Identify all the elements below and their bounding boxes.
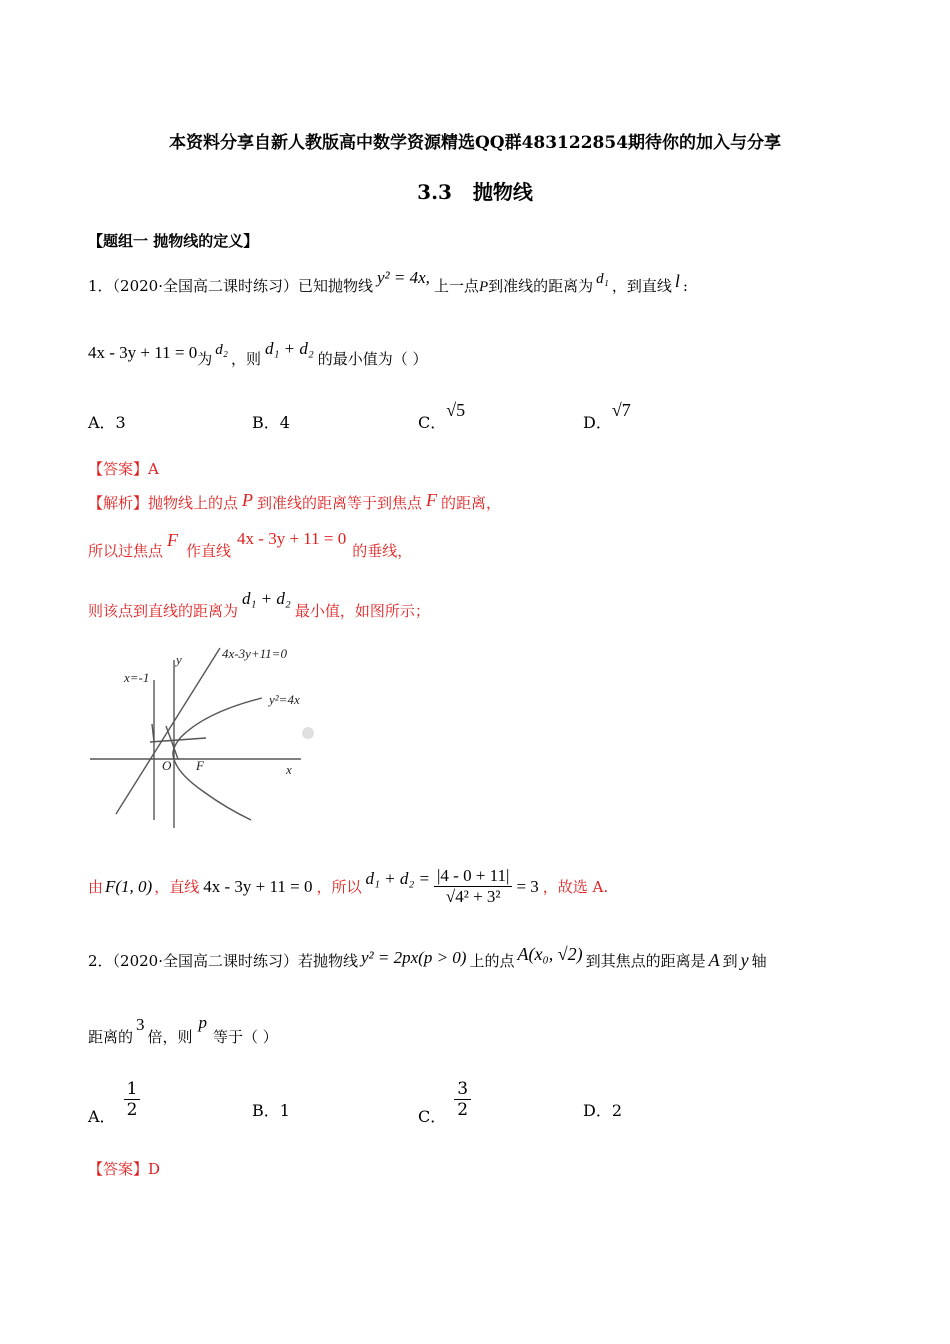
analysis-text: 的距离， xyxy=(441,494,502,512)
q1-text: 上一点 xyxy=(433,277,479,295)
q2-answer: 【答案】D xyxy=(88,1160,161,1178)
analysis-text: 的垂线， xyxy=(352,542,413,560)
q2-source: （2020·全国高二课时练习）若抛物线 xyxy=(112,952,358,970)
q1-text: : xyxy=(682,277,688,295)
analysis-text: 【解析】抛物线上的点 xyxy=(88,494,239,512)
q2-text: 到 xyxy=(722,952,738,970)
q1-d2: d₂ xyxy=(215,342,228,358)
q2-choice-c-fraction xyxy=(454,1079,471,1120)
q2-choice-b: B．1 xyxy=(252,1101,290,1120)
denominator: 2 xyxy=(126,1100,138,1120)
q1-line-l: l xyxy=(674,271,680,291)
figure-origin-label: O xyxy=(162,758,172,773)
q2-three: 3 xyxy=(136,1015,145,1034)
q1-choice-d xyxy=(583,400,631,433)
final-sum: d₁ + d₂ = xyxy=(365,868,430,888)
q1-d1: d₁ xyxy=(596,271,609,287)
q2-text: 倍，则 xyxy=(147,1028,193,1046)
analysis-text: 最小值，如图所示； xyxy=(294,602,430,620)
header-banner: 本资料分享自新人教版高中数学资源精选QQ群483122854期待你的加入与分享 xyxy=(168,133,782,153)
q2-p: p xyxy=(198,1013,208,1032)
q1-choice-c-value: √5 xyxy=(446,400,466,420)
final-numerator: |4 - 0 + 11| xyxy=(434,866,512,887)
q1-text: ，则 xyxy=(230,350,261,368)
q1-choice-c xyxy=(418,400,466,433)
q1-analysis-line1 xyxy=(88,492,501,513)
analysis-text: 作直线 xyxy=(186,542,232,560)
analysis-sum: d₁ + d₂ xyxy=(242,589,291,608)
figure-line-label: 4x-3y+11=0 xyxy=(222,646,287,661)
final-text: ，所以 xyxy=(316,878,362,896)
final-text: ，直线 xyxy=(154,878,200,896)
q2-text: 上的点 xyxy=(469,952,515,970)
analysis-text: 所以过焦点 xyxy=(88,542,164,560)
q1-final-line xyxy=(88,866,608,907)
q1-text: 为 xyxy=(197,350,213,368)
q1-choice-c-label: C． xyxy=(418,413,447,432)
q1-text: ，到直线 xyxy=(611,277,672,295)
figure-y-label: y xyxy=(176,652,182,667)
final-text: 由 xyxy=(88,878,104,896)
decorative-dot xyxy=(302,727,314,739)
q1-choice-d-value: √7 xyxy=(611,400,631,420)
q2-choice-a-fraction xyxy=(124,1079,141,1120)
q1-analysis-line3 xyxy=(88,589,430,621)
q2-text: 轴 xyxy=(751,952,767,970)
group-title: 【题组一 抛物线的定义】 xyxy=(88,232,259,250)
q1-choice-d-label: D． xyxy=(583,413,612,432)
q1-source: （2020·全国高二课时练习）已知抛物线 xyxy=(112,277,373,295)
q2-choice-c-label: C． xyxy=(418,1107,447,1126)
q1-point-p: P xyxy=(478,279,489,295)
q2-y: y xyxy=(740,950,749,970)
analysis-focus-f: F xyxy=(426,490,438,510)
figure-directrix-label: x=-1 xyxy=(124,670,150,685)
q2-point-a: A(x₀, √2) xyxy=(517,944,583,964)
analysis-line-eq: 4x - 3y + 11 = 0 xyxy=(237,529,347,548)
figure-parabola-label: y²=4x xyxy=(269,692,300,707)
q2-choice-a xyxy=(88,1072,140,1127)
q1-line-eq: 4x - 3y + 11 = 0 xyxy=(88,343,198,362)
q1-parabola-eq: y² = 4x, xyxy=(377,268,430,287)
final-result: = 3 xyxy=(516,876,539,896)
final-text: ，故选 A. xyxy=(542,878,609,896)
q1-answer: 【答案】A xyxy=(88,460,159,478)
q2-choice-d: D．2 xyxy=(583,1101,623,1120)
numerator: 1 xyxy=(124,1079,141,1100)
q1-text: 的最小值为（ ） xyxy=(317,350,428,368)
final-denominator: √4² + 3² xyxy=(445,887,501,906)
q2-text: 等于（ ） xyxy=(213,1028,278,1046)
q1-analysis-line2 xyxy=(88,529,413,561)
q1-sum: d₁ + d₂ xyxy=(264,339,314,358)
figure-focus-label: F xyxy=(196,758,204,773)
q2-a: A xyxy=(708,950,720,970)
q1-choice-b: B．4 xyxy=(252,413,290,432)
analysis-point-p: P xyxy=(242,490,254,510)
q2-parabola-eq: y² = 2px(p > 0) xyxy=(361,948,467,967)
page-title: 3.3 抛物线 xyxy=(417,180,533,204)
figure-x-label: x xyxy=(286,762,292,777)
q2-text: 到其焦点的距离是 xyxy=(585,952,706,970)
q2-line2 xyxy=(88,1013,278,1047)
q1-line1 xyxy=(88,268,688,296)
final-focus: F(1, 0) xyxy=(105,876,153,896)
q2-number: 2． xyxy=(88,952,113,970)
q1-number: 1． xyxy=(88,277,113,295)
q2-choice-a-label: A． xyxy=(88,1107,116,1126)
parabola-figure xyxy=(86,642,316,832)
q1-choice-a: A．3 xyxy=(88,413,126,432)
q1-text: 到准线的距离为 xyxy=(488,277,594,295)
q2-text: 距离的 xyxy=(88,1028,134,1046)
numerator: 3 xyxy=(454,1079,471,1100)
final-line-eq: 4x - 3y + 11 = 0 xyxy=(203,876,313,896)
analysis-text: 则该点到直线的距离为 xyxy=(88,602,239,620)
q1-line2 xyxy=(88,339,428,369)
denominator: 2 xyxy=(457,1100,469,1120)
final-fraction xyxy=(434,866,512,907)
q2-choice-c xyxy=(418,1072,471,1127)
q2-line1 xyxy=(88,944,767,971)
analysis-focus-f: F xyxy=(167,530,179,550)
analysis-text: 到准线的距离等于到焦点 xyxy=(257,494,423,512)
